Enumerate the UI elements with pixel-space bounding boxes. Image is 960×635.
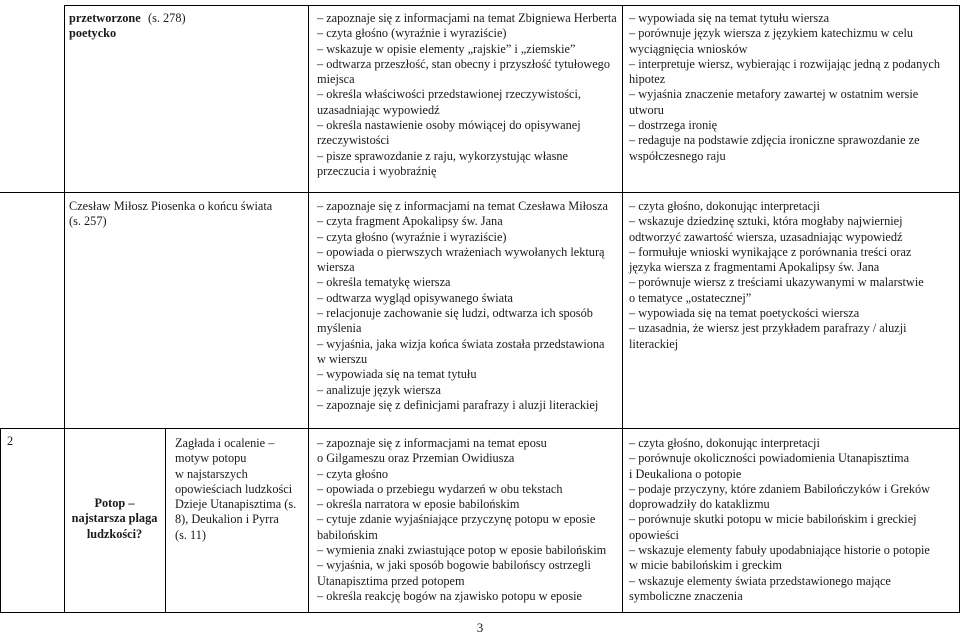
row3-col4-line: – porównuje skutki potopu w micie babilońskim i greckiej (629, 512, 917, 527)
row3-col4-line: – podaje przyczyny, które zdaniem Babilończyków i Greków (629, 481, 931, 496)
row3-col3-line: babilońskim (317, 527, 378, 542)
row1-col2 (148, 11, 186, 26)
row1-col3-line: miejsca (317, 72, 355, 87)
row2-col4-line: – wskazuje dziedzinę sztuki, która mogłaby najwierniej (629, 214, 903, 229)
row2-col4-line: odtworzyć zawartość wiersza, uzasadniając wypowiedź (629, 229, 903, 244)
row3-col2-line: Dzieje Utanapisztima (s. (175, 497, 297, 512)
row3-col3-line: – zapoznaje się z informacjami na temat eposu (317, 436, 547, 450)
row3-col4-line: symboliczne znaczenia (629, 588, 743, 603)
row3-col4-line: – wskazuje elementy fabuły upodabniające historie o potopie (629, 543, 930, 558)
row1-col1-line: poetycko (69, 26, 117, 41)
row2-col3-line: myślenia (317, 321, 362, 336)
row2-col3-line: w wierszu (317, 351, 368, 366)
row3-col4-line: doprowadziły do kataklizmu (629, 497, 770, 512)
row1-col3-line: uzasadniając wypowiedź (317, 102, 440, 117)
row2-col4-line: literackiej (629, 336, 679, 351)
row1-col4-line: – dostrzega ironię (629, 118, 718, 133)
row2-col4-line: – czyta głośno, dokonując interpretacji (629, 199, 820, 213)
row3-col2 (175, 436, 305, 543)
row3-col3-line: – określa narratora w eposie babilońskim (317, 497, 520, 512)
row3-col1 (64, 496, 165, 542)
row3-number (7, 434, 13, 449)
row2-col3-line: – określa tematykę wiersza (317, 275, 451, 290)
row1-col2-line: (s. 278) (148, 11, 186, 25)
row3-col3-line: o Gilgameszu oraz Przemian Owidiusza (317, 451, 515, 466)
row1-col3-line: – zapoznaje się z informacjami na temat Zbigniewa Herberta (317, 11, 617, 25)
row2-col3-line: – czyta głośno (wyraźnie i wyraziście) (317, 229, 507, 244)
page-number: 3 (476, 620, 484, 635)
row3-col2-line: Zagłada i ocalenie – (175, 436, 275, 450)
row1-col4-line: wyciągnięcia wniosków (629, 41, 748, 56)
row3-col4-line: i Deukaliona o potopie (629, 466, 742, 481)
row3-col2-line: w najstarszych (175, 466, 248, 481)
row3-col2-line: (s. 11) (175, 527, 206, 542)
row2-col4-line: o tematyce „ostatecznej” (629, 290, 752, 305)
row3-col3-line: – wymienia znaki zwiastujące potop w eposie babilońskim (317, 543, 607, 558)
row2-col3-line: – odtwarza wygląd opisywanego świata (317, 290, 514, 305)
row3-col4-line: – wskazuje elementy świata przedstawionego mające (629, 573, 891, 588)
row3-col2-line: opowieściach ludzkości (175, 481, 293, 496)
row1-col3-line: – odtwarza przeszłość, stan obecny i przyszłość tytułowego (317, 56, 610, 71)
row1-col3-line: – określa nastawienie osoby mówiącej do opisywanej (317, 118, 581, 133)
row3-col4-line: w micie babilońskim i greckim (629, 558, 782, 573)
row3-col3-line: – określa reakcję bogów na zjawisko potopu w eposie (317, 588, 582, 603)
row3-col2-line: 8), Deukalion i Pyrra (175, 512, 279, 527)
row1-col3-line: przeczucia i wyobraźnię (317, 163, 437, 178)
row1-col3-line: – określa właściwości przedstawionej rzeczywistości, (317, 87, 581, 102)
row2-col3-line: wiersza (317, 260, 355, 275)
row1-col4-line: hipotez (629, 72, 666, 87)
row2-col2 (69, 199, 305, 230)
row1-col4-line: utworu (629, 102, 664, 117)
row2-col3-line: – czyta fragment Apokalipsy św. Jana (317, 214, 503, 229)
row3-col4 (629, 436, 955, 604)
row1-col3-line: – wskazuje w opisie elementy „rajskie” i „ziemskie” (317, 41, 576, 56)
row2-col3-line: – analizuje język wiersza (317, 382, 441, 397)
row2-col4-line: – wypowiada się na temat poetyckości wiersza (629, 306, 860, 321)
row2-col4-line: – uzasadnia, że wiersz jest przykładem parafrazy / aluzji (629, 321, 907, 336)
row1-col4-line: współczesnego raju (629, 148, 726, 163)
row1-col4-line: – wyjaśnia znaczenie metafory zawartej w ostatnim wersie (629, 87, 919, 102)
row2-col4 (629, 199, 955, 352)
row1-col3-line: rzeczywistości (317, 133, 390, 148)
row3-col4-line: – porównuje okoliczności powiadomienia Utanapisztima (629, 451, 910, 466)
row1-col4-line: – porównuje język wiersza z językiem katechizmu w celu (629, 26, 914, 41)
row3-col3-line: – czyta głośno (317, 466, 389, 481)
row1-col4-line: – wypowiada się na temat tytułu wiersza (629, 11, 830, 25)
row1-col3-line: – czyta głośno (wyraźnie i wyraziście) (317, 26, 507, 41)
row3-col4-line: opowieści (629, 527, 679, 542)
row2-col4-line: – formułuje wnioski wynikające z porównania treści oraz (629, 244, 912, 259)
row2-col3-line: – wypowiada się na temat tytułu (317, 367, 477, 382)
row2-col2-line: Czesław Miłosz Piosenka o końcu świata (69, 199, 273, 213)
row3-col1-line: Potop – (94, 496, 135, 510)
row2-col3 (317, 199, 617, 413)
row1-col3-line: – pisze sprawozdanie z raju, wykorzystując własne (317, 148, 568, 163)
row3-col1-line: najstarsza plaga (71, 511, 158, 526)
row3-col3-line: – wyjaśnia, w jaki sposób bogowie babilońscy ostrzegli (317, 558, 591, 573)
row3-col4-line: – czyta głośno, dokonując interpretacji (629, 436, 820, 450)
row3-number-text: 2 (7, 434, 14, 448)
row2-col3-line: – zapoznaje się z informacjami na temat Czesława Miłosza (317, 199, 608, 213)
row1-col1-line: przetworzone (69, 11, 141, 25)
row2-col4-line: – porównuje wiersz z treściami ukazywanymi w malarstwie (629, 275, 924, 290)
row1-col4-line: – interpretuje wiersz, wybierając i rozwijając jedną z podanych (629, 56, 941, 71)
row1-col4-line: – redaguje na podstawie zdjęcia ironiczne sprawozdanie ze (629, 133, 920, 148)
row1-col3 (317, 11, 617, 179)
row1-col4 (629, 11, 955, 164)
row3-col3-line: – opowiada o przebiegu wydarzeń w obu tekstach (317, 481, 563, 496)
row2-col3-line: – relacjonuje zachowanie się ludzi, odtwarza ich sposób (317, 306, 593, 321)
row3-col1-line: ludzkości? (86, 526, 143, 541)
row3-col3 (317, 436, 617, 604)
row3-col3-line: Utanapisztima przed potopem (317, 573, 465, 588)
row3-col2-line: motyw potopu (175, 451, 247, 466)
row2-col3-line: – opowiada o pierwszych wrażeniach wywołanych lekturą (317, 244, 605, 259)
row2-col3-line: – wyjaśnia, jaka wizja końca świata została przedstawiona (317, 336, 605, 351)
row1-col1 (69, 11, 159, 42)
row2-col2-line: (s. 257) (69, 214, 107, 229)
row2-col4-line: języka wiersza z fragmentami Apokalipsy św. Jana (629, 260, 880, 275)
row3-col3-line: – cytuje zdanie wyjaśniające przyczynę potopu w eposie (317, 512, 596, 527)
row2-col3-line: – zapoznaje się z definicjami parafrazy i aluzji literackiej (317, 397, 599, 412)
